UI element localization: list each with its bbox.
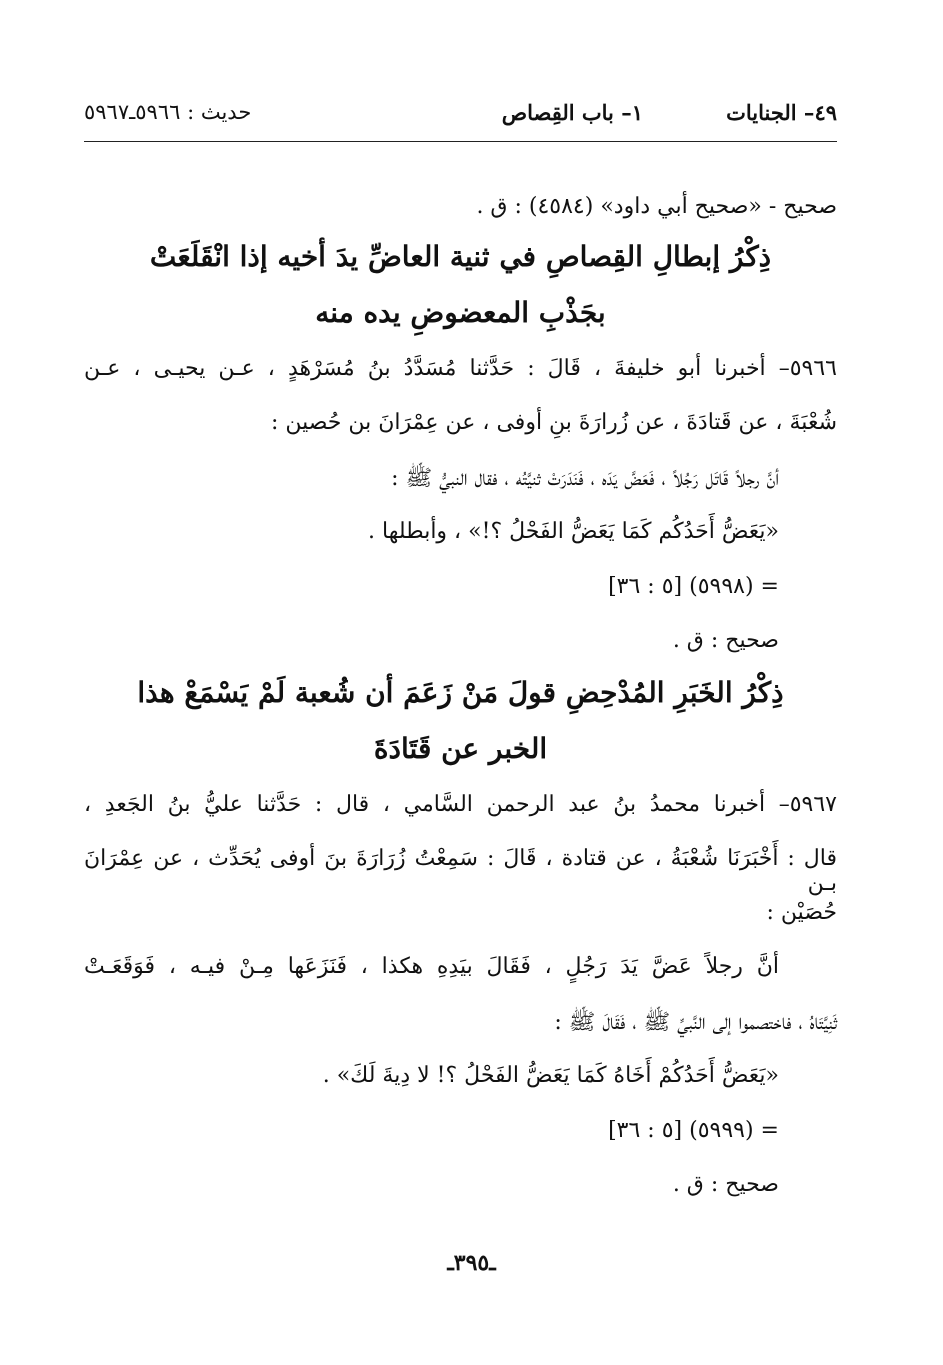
hadith-5967-isnad-1: ٥٩٦٧– أخبرنا محمدُ بنُ عبد الرحمن السَّامي ، قال : حَدَّثنا عليُّ بنُ الجَعدِ ، (84, 792, 837, 817)
section-heading-2: ذِكْرُ الخَبَرِ المُدْحِضِ قولَ مَنْ زَعَمَ أن شُعبة لَمْ يَسْمَعْ هذا (137, 676, 784, 709)
grade-line-top: صحيح - «صحيح أبي داود» (٤٥٨٤) : ق . (476, 194, 837, 219)
header-divider (84, 141, 837, 142)
hadith-5967-matn-1: أنَّ رجلاً عَضَّ يَدَ رَجُلٍ ، فَقَالَ بيَدِهِ هكذا ، فَنَزَعَها مِـنْ فيـه ، فَوَقَعَـتْ (84, 954, 779, 979)
hadith-range: حديث : ٥٩٦٦ـ٥٩٦٧ (84, 100, 252, 124)
hadith-5966-matn-1: أنَّ رجلاً قَاتَل رَجُلاً ، فَعَضَّ يَدَه ، فَنَدَرَتْ ثنيَّتُه ، فقال النبيُّ ﷺ : (391, 466, 779, 491)
hadith-5967-grade: صحيح : ق . (672, 1172, 779, 1197)
hadith-5966-isnad-2: شُعْبَةَ ، عن قَتادَةَ ، عن زُرارَةَ بنِ أوفى ، عن عِمْرَانَ بن حُصين : (270, 410, 837, 435)
section-heading-1-cont: بجَذْبِ المعضوضِ يده منه (315, 296, 606, 329)
hadith-5967-isnad-2: قال : أَخْبَرَنَا شُعْبَةُ ، عن قتادة ، قَالَ : سَمِعْتُ زُرَارَةَ بنَ أوفى يُحَدِّث ، عن عِمْرَانَ بـن (84, 846, 837, 896)
hadith-5966-reference: = (٥٩٩٨) [٥ : ٣٦] (608, 574, 779, 599)
hadith-5967-matn-2: ثَنِيَّتَاهُ ، فاختصموا إلى النَّبيِّ ﷺ ، فَقَالَ ﷺ : (554, 1010, 837, 1035)
page-number: ـ٣٩٥ـ (447, 1250, 496, 1276)
section-heading-1: ذِكْرُ إبطالِ القِصاصِ في ثنية العاضِّ يدَ أخيه إذا انْقَلَعَتْ (149, 240, 772, 273)
section-title: ١– باب القِصاص (501, 100, 643, 125)
section-heading-2-cont: الخبر عن قَتَادَةَ (373, 732, 548, 765)
hadith-5966-grade: صحيح : ق . (672, 628, 779, 653)
hadith-5966-isnad-1: ٥٩٦٦– أخبرنا أبو خليفةَ ، قَالَ : حَدَّثنا مُسَدَّدُ بنُ مُسَرْهَدٍ ، عـن يحيـى ، عـن (84, 356, 837, 381)
hadith-5967-matn-3: «يَعَضُّ أَحَدُكُمْ أَخَاهُ كَمَا يَعَضُّ الفَحْلُ ؟! لا دِيةَ لَكَ» . (322, 1063, 779, 1088)
hadith-5966-matn-2: «يَعَضُّ أَحَدُكُم كَمَا يَعَضُّ الفَحْلُ ؟!» ، وأبطلها . (368, 519, 779, 544)
hadith-5967-isnad-3: حُصَيْن : (766, 900, 837, 925)
hadith-5967-reference: = (٥٩٩٩) [٥ : ٣٦] (608, 1118, 779, 1143)
chapter-title: ٤٩– الجنايات (726, 100, 837, 125)
